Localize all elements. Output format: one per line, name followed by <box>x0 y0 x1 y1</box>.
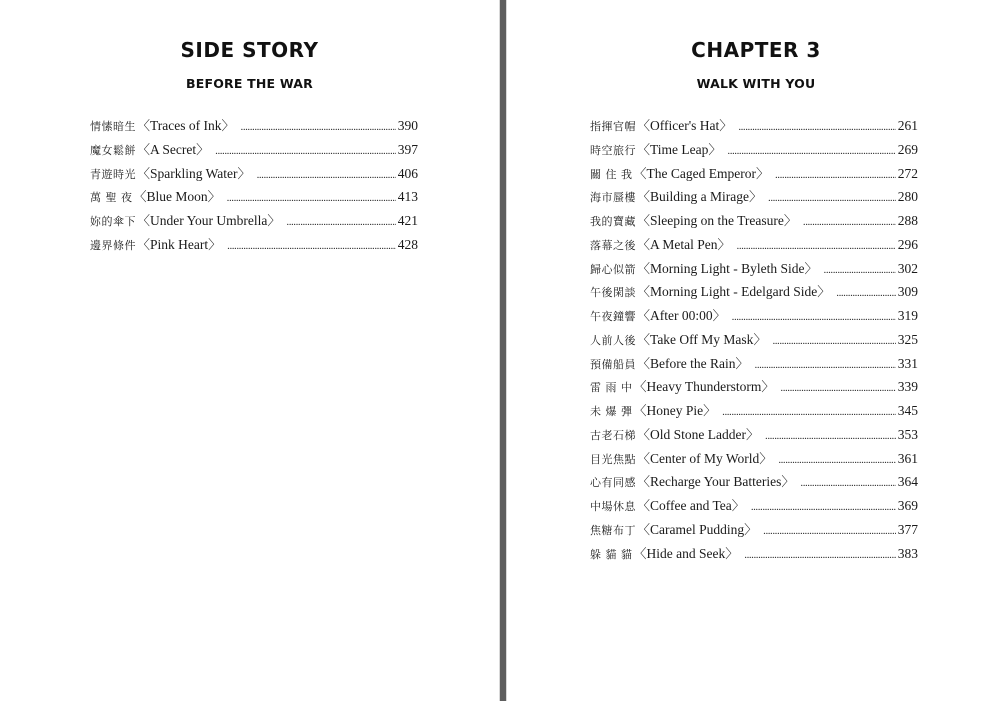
toc-entry[interactable] <box>590 280 918 304</box>
toc-entry-chinese-title: 我的寶藏 <box>590 215 636 228</box>
toc-entry-page-number: 296 <box>897 236 918 252</box>
toc-entry-title: Heavy Thunderstorm <box>646 379 762 395</box>
dot-leader <box>727 140 895 164</box>
title-close-bracket: 〉 <box>237 165 251 181</box>
dot-leader <box>778 449 895 473</box>
toc-entry-title: Recharge Your Batteries <box>650 474 782 490</box>
title-open-bracket: 〈 <box>633 545 647 561</box>
toc-entry[interactable] <box>90 185 418 209</box>
toc-entry-chinese-title: 午後閑談 <box>590 286 636 300</box>
title-open-bracket: 〈 <box>633 403 647 418</box>
toc-entry-title: Sleeping on the Treasure <box>650 213 784 228</box>
toc-entry[interactable] <box>90 114 418 138</box>
dot-leader <box>755 354 896 378</box>
toc-entry-title: Sparkling Water <box>150 165 238 181</box>
left-page <box>0 0 500 701</box>
toc-entry-page-number: 421 <box>397 213 418 228</box>
toc-entry-title: Under Your Umbrella <box>150 213 268 228</box>
toc-entry[interactable] <box>590 352 918 376</box>
toc-entry-page-number: 390 <box>397 118 418 133</box>
toc-entry-page-number: 364 <box>897 474 918 490</box>
toc-entry-title: Pink Heart <box>150 236 209 252</box>
toc-entry-chinese-title: 躲 貓 貓 <box>590 547 633 561</box>
toc-entry-chinese-title: 情愫暗生 <box>90 120 136 133</box>
title-close-bracket: 〉 <box>196 141 210 157</box>
toc-entry-chinese-title: 午夜鐘響 <box>590 310 636 323</box>
toc-entry-page-number: 272 <box>897 165 918 181</box>
toc-entry-page-number: 406 <box>397 165 418 181</box>
dot-leader <box>227 187 396 211</box>
title-open-bracket: 〈 <box>137 118 151 133</box>
toc-entry[interactable] <box>590 494 918 518</box>
title-close-bracket: 〉 <box>207 189 221 205</box>
toc-entry-chinese-title: 中場休息 <box>590 500 636 513</box>
toc-entry-title: Traces of Ink <box>150 118 222 133</box>
toc-entry-title: Take Off My Mask <box>650 331 754 347</box>
toc-entry-page-number: 302 <box>897 260 918 276</box>
toc-entry-chinese-title: 焦糖布丁 <box>590 523 636 537</box>
toc-entry-chinese-title: 古老石梯 <box>590 428 636 442</box>
title-open-bracket: 〈 <box>637 284 651 300</box>
toc-entry[interactable] <box>590 209 918 233</box>
dot-leader <box>732 306 896 330</box>
toc-entry-page-number: 339 <box>897 379 918 395</box>
title-open-bracket: 〈 <box>637 450 651 466</box>
toc-entry-chinese-title: 指揮官帽 <box>590 120 636 133</box>
title-open-bracket: 〈 <box>137 236 151 252</box>
toc-entry[interactable] <box>90 209 418 233</box>
title-close-bracket: 〉 <box>804 260 818 276</box>
toc-entry-page-number: 397 <box>397 141 418 157</box>
title-open-bracket: 〈 <box>637 260 651 276</box>
dot-leader <box>775 164 896 188</box>
toc-entry-title: Time Leap <box>650 141 709 157</box>
title-close-bracket: 〉 <box>735 355 749 371</box>
toc-entry-title: Morning Light - Byleth Side <box>650 260 805 276</box>
title-close-bracket: 〉 <box>717 236 731 252</box>
dot-leader <box>744 544 895 568</box>
toc-entry-chinese-title: 關 住 我 <box>590 167 633 181</box>
title-open-bracket: 〈 <box>137 141 151 157</box>
toc-entry-page-number: 280 <box>897 189 918 205</box>
dot-leader <box>772 330 895 354</box>
toc-entry-page-number: 309 <box>897 284 918 300</box>
title-close-bracket: 〉 <box>208 236 222 252</box>
title-close-bracket: 〉 <box>759 450 773 466</box>
toc-entry[interactable] <box>590 304 918 328</box>
title-open-bracket: 〈 <box>637 355 651 371</box>
toc-entry-page-number: 383 <box>897 545 918 561</box>
toc-entry-page-number: 261 <box>897 118 918 133</box>
title-close-bracket: 〉 <box>755 165 769 181</box>
title-close-bracket: 〉 <box>749 189 763 205</box>
toc-entry[interactable] <box>590 375 918 399</box>
title-open-bracket: 〈 <box>637 118 651 133</box>
toc-entry[interactable] <box>590 138 918 162</box>
title-close-bracket: 〉 <box>221 118 235 133</box>
dot-leader <box>738 116 895 140</box>
toc-entry-title: Old Stone Ladder <box>650 426 746 442</box>
toc-entry-page-number: 428 <box>397 236 418 252</box>
toc-entry-chinese-title: 人前人後 <box>590 333 636 347</box>
title-close-bracket: 〉 <box>817 284 831 300</box>
toc-entry-page-number: 269 <box>897 141 918 157</box>
toc-entry-chinese-title: 魔女鬆餅 <box>90 143 136 157</box>
dot-leader <box>737 235 896 259</box>
dot-leader <box>751 496 896 520</box>
title-close-bracket: 〉 <box>744 521 758 537</box>
dot-leader <box>765 425 896 449</box>
toc-entry[interactable] <box>590 114 918 138</box>
dot-leader <box>768 187 896 211</box>
dot-leader <box>836 282 895 306</box>
toc-entry[interactable] <box>590 423 918 447</box>
title-open-bracket: 〈 <box>637 474 651 490</box>
title-close-bracket: 〉 <box>712 308 726 323</box>
toc-entry-page-number: 377 <box>897 521 918 537</box>
toc-entry-chinese-title: 青遊時光 <box>90 167 136 181</box>
dot-leader <box>763 520 896 544</box>
side-story-heading: SIDE STORY <box>180 38 319 62</box>
title-open-bracket: 〈 <box>637 189 651 205</box>
toc-entry-chinese-title: 未 爆 彈 <box>590 405 633 418</box>
title-open-bracket: 〈 <box>637 426 651 442</box>
toc-entry[interactable] <box>590 518 918 542</box>
toc-entry-chinese-title: 落幕之後 <box>590 238 636 252</box>
before-the-war-subheading: BEFORE THE WAR <box>186 76 313 91</box>
title-close-bracket: 〉 <box>267 213 281 228</box>
toc-entry-chinese-title: 時空旅行 <box>590 143 636 157</box>
toc-entry-chinese-title: 邊界條件 <box>90 238 136 252</box>
title-open-bracket: 〈 <box>637 213 651 228</box>
toc-entry-title: Before the Rain <box>650 355 736 371</box>
dot-leader <box>286 211 395 235</box>
toc-entry-title: Caramel Pudding <box>650 521 745 537</box>
toc-entry[interactable] <box>590 470 918 494</box>
toc-entry-page-number: 413 <box>397 189 418 205</box>
toc-entry-page-number: 345 <box>897 403 918 418</box>
toc-entry-page-number: 331 <box>897 355 918 371</box>
title-close-bracket: 〉 <box>708 141 722 157</box>
title-open-bracket: 〈 <box>133 189 147 205</box>
toc-entry-chinese-title: 雷 雨 中 <box>590 381 633 395</box>
toc-entry[interactable] <box>590 162 918 186</box>
walk-with-you-subheading: WALK WITH YOU <box>696 76 816 91</box>
title-close-bracket: 〉 <box>731 498 745 513</box>
toc-entry[interactable] <box>590 447 918 471</box>
title-open-bracket: 〈 <box>637 521 651 537</box>
toc-entry-chinese-title: 目光焦點 <box>590 452 636 466</box>
toc-entry-chinese-title: 心有同感 <box>590 476 636 490</box>
toc-entry-page-number: 353 <box>897 426 918 442</box>
toc-entry-title: Blue Moon <box>146 189 208 205</box>
toc-entry[interactable] <box>90 138 418 162</box>
toc-entry[interactable] <box>590 185 918 209</box>
title-close-bracket: 〉 <box>783 213 797 228</box>
toc-entry-page-number: 325 <box>897 331 918 347</box>
toc-entry[interactable] <box>590 542 918 566</box>
toc-entry-title: Center of My World <box>650 450 760 466</box>
title-close-bracket: 〉 <box>719 118 733 133</box>
toc-entry[interactable] <box>590 399 918 423</box>
toc-entry-title: After 00:00 <box>650 308 713 323</box>
toc-entry[interactable] <box>590 233 918 257</box>
dot-leader <box>780 377 895 401</box>
toc-entry-page-number: 369 <box>897 498 918 513</box>
title-close-bracket: 〉 <box>703 403 717 418</box>
chapter-toc <box>590 114 918 565</box>
title-open-bracket: 〈 <box>637 236 651 252</box>
toc-entry[interactable] <box>90 233 418 257</box>
toc-entry-title: Building a Mirage <box>650 189 749 205</box>
toc-entry-title: The Caged Emperor <box>646 165 756 181</box>
right-page <box>506 0 1005 701</box>
title-open-bracket: 〈 <box>137 213 151 228</box>
dot-leader <box>803 211 896 235</box>
toc-entry-title: Coffee and Tea <box>650 498 732 513</box>
toc-entry[interactable] <box>90 162 418 186</box>
title-open-bracket: 〈 <box>637 331 651 347</box>
toc-entry-title: Honey Pie <box>646 403 704 418</box>
toc-entry[interactable] <box>590 257 918 281</box>
toc-entry-title: A Metal Pen <box>650 236 718 252</box>
dot-leader <box>257 164 396 188</box>
dot-leader <box>241 116 396 140</box>
toc-entry-page-number: 361 <box>897 450 918 466</box>
title-open-bracket: 〈 <box>637 498 651 513</box>
title-open-bracket: 〈 <box>137 165 151 181</box>
dot-leader <box>215 140 396 164</box>
toc-entry-page-number: 319 <box>897 308 918 323</box>
title-close-bracket: 〉 <box>725 545 739 561</box>
dot-leader <box>722 401 896 425</box>
toc-entry-title: Officer's Hat <box>650 118 720 133</box>
title-close-bracket: 〉 <box>781 474 795 490</box>
chapter-heading: CHAPTER 3 <box>691 38 821 62</box>
toc-entry-chinese-title: 預備船員 <box>590 357 636 371</box>
toc-entry-page-number: 288 <box>897 213 918 228</box>
toc-entry-title: Hide and Seek <box>646 545 726 561</box>
side-story-toc <box>90 114 418 257</box>
dot-leader <box>227 235 396 259</box>
title-open-bracket: 〈 <box>633 165 647 181</box>
title-close-bracket: 〉 <box>753 331 767 347</box>
toc-entry-chinese-title: 海市蜃樓 <box>590 191 636 205</box>
toc-entry[interactable] <box>590 328 918 352</box>
dot-leader <box>824 259 896 283</box>
title-close-bracket: 〉 <box>746 426 760 442</box>
title-open-bracket: 〈 <box>633 379 647 395</box>
title-close-bracket: 〉 <box>761 379 775 395</box>
title-open-bracket: 〈 <box>637 141 651 157</box>
toc-entry-title: Morning Light - Edelgard Side <box>650 284 818 300</box>
dot-leader <box>800 472 895 496</box>
toc-entry-chinese-title: 萬 聖 夜 <box>90 191 133 205</box>
toc-entry-chinese-title: 妳的傘下 <box>90 215 136 228</box>
toc-entry-title: A Secret <box>150 141 197 157</box>
toc-entry-chinese-title: 歸心似箭 <box>590 262 636 276</box>
title-open-bracket: 〈 <box>637 308 651 323</box>
